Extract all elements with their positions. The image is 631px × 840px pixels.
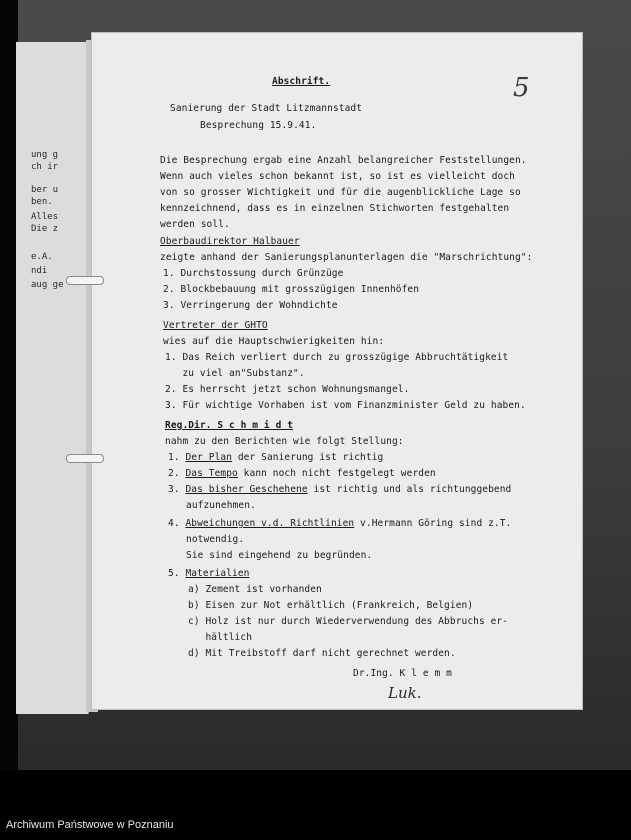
item-key: Der Plan xyxy=(185,452,233,463)
signatory-name: Dr.Ing. K l e m m xyxy=(353,668,452,679)
list-item: 1. Der Plan der Sanierung ist richtig xyxy=(168,452,384,463)
item-key: Das Tempo xyxy=(185,468,238,479)
section-lead: zeigte anhand der Sanierungsplanunterlagen die "Marschrichtung": xyxy=(160,252,533,263)
section-title: Vertreter der GHTO xyxy=(163,320,268,331)
list-item: 2. Es herrscht jetzt schon Wohnungsmangel. xyxy=(165,384,410,395)
edge-text-line: ung g xyxy=(31,150,59,160)
archive-credit: Archiwum Państwowe w Poznaniu xyxy=(6,819,174,831)
section-lead: nahm zu den Berichten wie folgt Stellung: xyxy=(165,436,404,447)
list-item: 3. Für wichtige Vorhaben ist vom Finanzminister Geld zu haben. xyxy=(165,400,526,411)
intro-line: von so grosser Wichtigkeit und für die augenblickliche Lage so xyxy=(160,187,521,198)
list-item-continuation: notwendig. xyxy=(186,534,245,545)
list-item-continuation: aufzunehmen. xyxy=(186,500,256,511)
material-item: d) Mit Treibstoff darf nicht gerechnet werden. xyxy=(188,648,456,659)
binder-ring-icon xyxy=(66,276,104,285)
edge-text-line: Alles xyxy=(31,212,59,222)
edge-text-line: ber u xyxy=(31,185,59,195)
item-key: Materialien xyxy=(185,568,250,579)
intro-line: kennzeichnend, dass es in einzelnen Stichworten festgehalten xyxy=(160,203,510,214)
binder-ring-icon xyxy=(66,454,104,463)
material-item: hältlich xyxy=(188,632,253,643)
material-item: b) Eisen zur Not erhältlich (Frankreich, Belgien) xyxy=(188,600,474,611)
item-rest: ist richtig und als richtunggebend xyxy=(307,484,512,495)
intro-line: Wenn auch vieles schon bekannt ist, so ist es vielleicht doch xyxy=(160,171,515,182)
list-item: 2. Blockbebauung mit grosszügigen Innenhöfen xyxy=(163,284,420,295)
intro-line: Die Besprechung ergab eine Anzahl belangreicher Feststellungen. xyxy=(160,155,527,166)
list-item: 3. Das bisher Geschehene ist richtig und als richtunggebend xyxy=(168,484,512,495)
list-item-continuation: Sie sind eingehend zu begründen. xyxy=(186,550,373,561)
edge-text-line: ben. xyxy=(31,197,53,207)
edge-text-line: Die z xyxy=(31,224,59,234)
list-item: 1. Durchstossung durch Grünzüge xyxy=(163,268,344,279)
intro-line: werden soll. xyxy=(160,219,230,230)
meeting-date: Besprechung 15.9.41. xyxy=(200,120,317,131)
document-heading: Abschrift. xyxy=(272,76,331,87)
handwritten-signature: Luk. xyxy=(388,684,422,702)
edge-text-line: e.A. xyxy=(31,252,53,262)
section-title: Reg.Dir. S c h m i d t xyxy=(165,420,294,431)
list-item: 4. Abweichungen v.d. Richtlinien v.Hermann Göring sind z.T. xyxy=(168,518,512,529)
page-number: 5 xyxy=(513,73,530,103)
item-rest: v.Hermann Göring sind z.T. xyxy=(354,518,512,529)
section-title: Oberbaudirektor Halbauer xyxy=(160,236,300,247)
edge-text-line: aug ge xyxy=(31,280,64,290)
list-item: 5. Materialien xyxy=(168,568,250,579)
item-key: Abweichungen v.d. Richtlinien xyxy=(185,518,355,529)
list-item: zu viel an"Substanz". xyxy=(165,368,305,379)
edge-text-line: ch ir xyxy=(31,162,59,172)
underlying-page-edge xyxy=(16,42,89,714)
list-item: 1. Das Reich verliert durch zu grosszügige Abbruchtätigkeit xyxy=(165,352,509,363)
material-item: a) Zement ist vorhanden xyxy=(188,584,322,595)
item-rest: kann noch nicht festgelegt werden xyxy=(237,468,436,479)
item-rest: der Sanierung ist richtig xyxy=(232,452,384,463)
item-key: Das bisher Geschehene xyxy=(185,484,308,495)
list-item: 3. Verringerung der Wohndichte xyxy=(163,300,338,311)
document-subject: Sanierung der Stadt Litzmannstadt xyxy=(170,103,363,114)
edge-text-line: ndi xyxy=(31,266,48,276)
material-item: c) Holz ist nur durch Wiederverwendung des Abbruchs er- xyxy=(188,616,509,627)
section-lead: wies auf die Hauptschwierigkeiten hin: xyxy=(163,336,385,347)
list-item: 2. Das Tempo kann noch nicht festgelegt werden xyxy=(168,468,436,479)
